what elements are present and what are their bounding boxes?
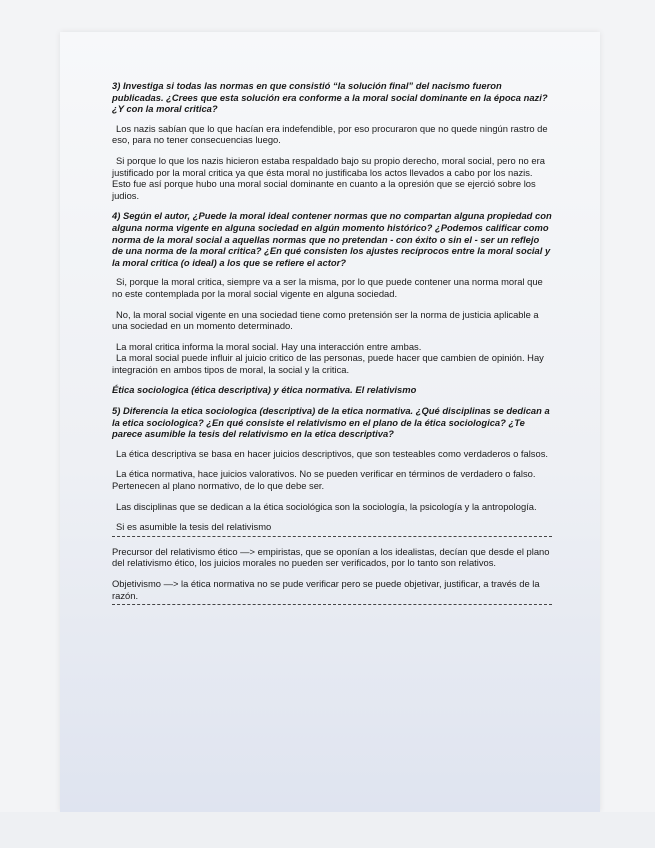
answer-3-paragraph-1: Los nazis sabían que lo que hacían era indefendible, por eso procuraron que no quede ningún rastro de eso, para no tener consecuencias luego. [112, 122, 548, 146]
answer-5-paragraph-5: Precursor del relativismo ético —> empiristas, que se oponían a los idealistas, decían que desde el plano del relativismo ético, los juicios morales no pueden ser verificados, por lo tanto son relativos. [112, 545, 550, 569]
answer-5-paragraph-4: Si es asumible la tesis del relativismo [116, 521, 272, 533]
question-3: 3) Investiga si todas las normas en que consistió “la solución final” del nacismo fueron publicadas. ¿Crees que esta solución era conforme a la moral social dominante en la época nazi? ¿Y con la moral critica? [112, 80, 548, 115]
document-page [60, 32, 600, 812]
question-4: 4) Según el autor, ¿Puede la moral ideal contener normas que no compartan alguna propiedad con alguna norma vigente en alguna sociedad en algún momento histórico? ¿Podemos calificar como norma de la moral social a aquellas normas que no pretendan - con éxito o sin el - ser un reflejo de una norma de la moral critica? ¿En qué consisten los ajustes recíprocos entre la moral social y la moral critica (o ideal) a los que se refiere el actor? [112, 210, 552, 268]
answer-4-paragraph-3a: La moral critica informa la moral social. Hay una interacción entre ambas. [116, 340, 422, 352]
document-content [112, 80, 552, 614]
dashed-divider-bottom [112, 604, 552, 605]
answer-4-paragraph-2: No, la moral social vigente en una sociedad tiene como pretensión ser la norma de justicia aplicable a una sociedad en un momento determinado. [112, 308, 539, 332]
scan-background [0, 812, 655, 848]
answer-5-paragraph-2: La ética normativa, hace juicios valorativos. No se pueden verificar en términos de verdadero o falso. Pertenecen al plano normativo, de lo que debe ser. [112, 468, 536, 492]
answer-4-paragraph-3b: La moral social puede influir al juicio critico de las personas, puede hacer que cambien de opinión. Hay integración en ambos tipos de moral, la social y la critica. [112, 352, 544, 375]
answer-5-paragraph-3: Las disciplinas que se dedican a la ética sociológica son la sociología, la psicología y la antropología. [116, 500, 537, 512]
answer-5-paragraph-6: Objetivismo —> la ética normativa no se pude verificar pero se puede objetivar, justificar, a través de la razón. [112, 578, 540, 601]
question-5: 5) Diferencia la etica sociologica (descriptiva) de la etica normativa. ¿Qué disciplinas se dedican a la etica sociologica? ¿En qué consiste el relativismo en el plano de la ética sociologica? ¿Te parece asumible la tesis del relativismo en la etica descriptiva? [112, 405, 550, 440]
answer-4-paragraph-1: Si, porque la moral critica, siempre va a ser la misma, por lo que puede contener una norma moral que no este contemplada por la moral social vigente en alguna sociedad. [112, 276, 543, 299]
answer-3-paragraph-2: Si porque lo que los nazis hicieron estaba respaldado bajo su propio derecho, moral social, pero no era justificado por la moral critica ya que ésta moral no justificaba los actos llevados a cabo por los nazis. Esto fue así porque hubo una moral social dominante en cuanto a la opresión que se ejerció sobre los judios. [112, 154, 545, 201]
dashed-divider [112, 536, 552, 537]
answer-5-paragraph-1: La ética descriptiva se basa en hacer juicios descriptivos, que son testeables como verdaderos o falsos. [116, 447, 549, 459]
section-title: Ética sociologica (ética descriptiva) y ética normativa. El relativismo [112, 384, 417, 396]
